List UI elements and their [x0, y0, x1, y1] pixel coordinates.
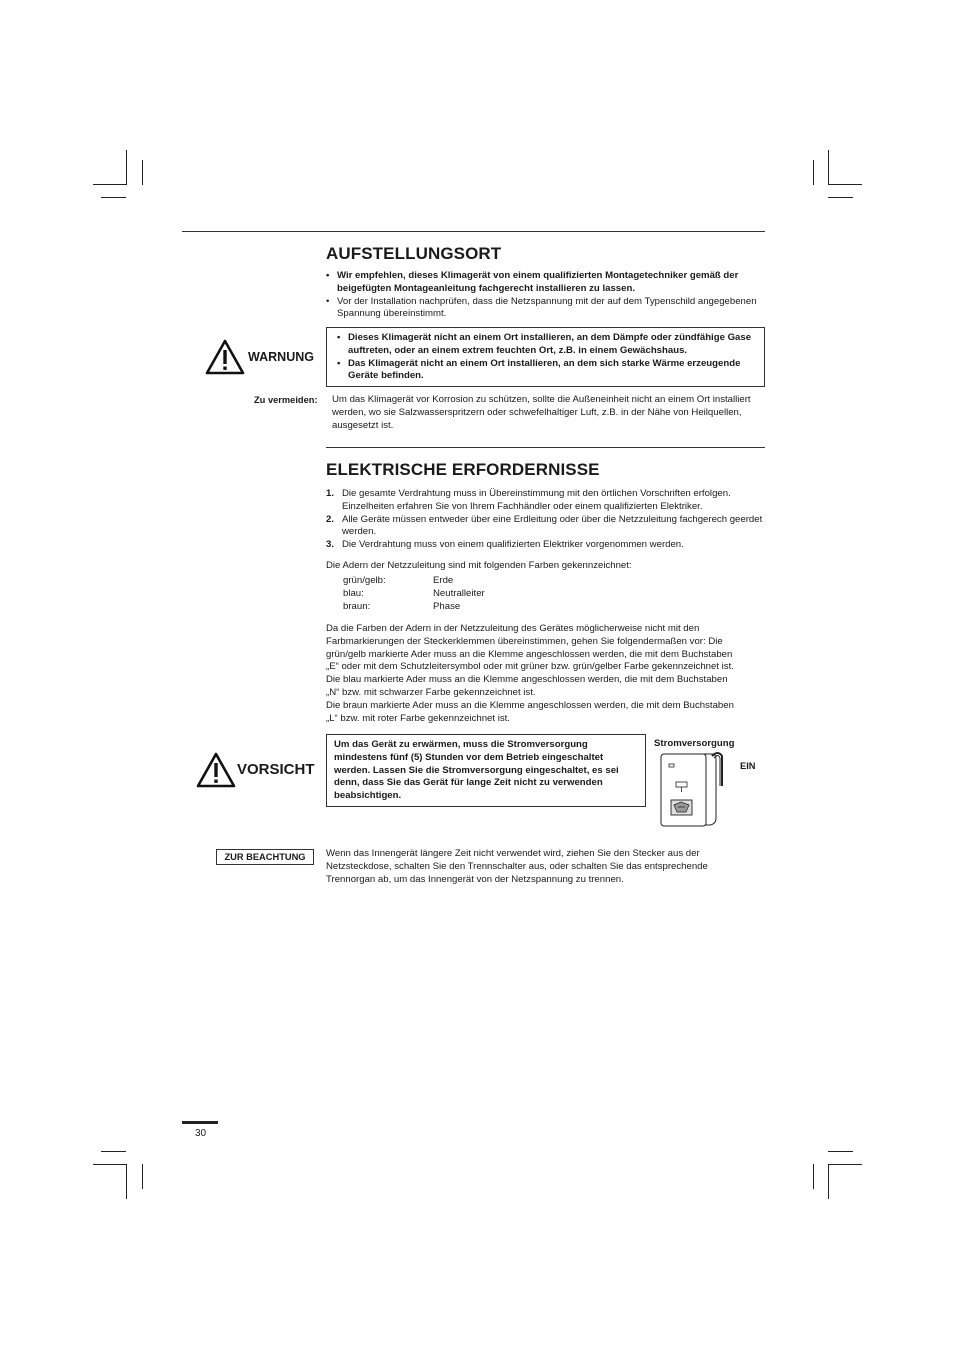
warning-label: WARNUNG [248, 350, 314, 364]
list-item [326, 539, 766, 552]
caution-triangle-icon [196, 752, 236, 788]
list-item [326, 514, 766, 540]
color-row: braun: Phase [343, 600, 461, 612]
figure-on-label: EIN [740, 761, 756, 771]
item-text: Alle Geräte müssen entweder über eine Erdleitung oder über die Netzzuleitung fachgerech geerdet werden. [342, 513, 763, 538]
color-row: grün/gelb: Erde [343, 575, 454, 586]
note-text: Wenn das Innengerät längere Zeit nicht verwendet wird, ziehen Sie den Stecker aus der Netzsteckdose, schalten Sie den Trennschalter aus, oder schalten Sie das entsprechende Trennorgan ab, um das Innengerät von der Netzspannung zu trennen. [326, 848, 708, 885]
figure-title: Stromversorgung [654, 738, 735, 749]
list-item: • Dieses Klimagerät nicht an einem Ort installieren, an dem Dämpfe oder zündfähige Gase auftreten, oder an einem extrem feuchten Ort, z.B. in einem Gewächshaus. [337, 332, 756, 358]
note-label: ZUR BEACHTUNG [224, 852, 306, 862]
list-item: • Das Klimagerät nicht an einem Ort installieren, an dem sich starke Wärme erzeugende Geräte befinden. [337, 358, 756, 384]
item-number: 1. [326, 488, 335, 499]
list-item: • Vor der Installation nachprüfen, dass die Netzspannung mit der auf dem Typenschild angegebenen Spannung übereinstimmt. [326, 296, 766, 322]
warning-sign [205, 339, 245, 375]
list-item: • Wir empfehlen, dieses Klimagerät von einem qualifizierten Montagetechniker gemäß der beigefügten Montageanleitung fachgerecht installieren zu lassen. [326, 270, 766, 296]
color-row: blau: Neutralleiter [343, 587, 485, 599]
power-switch-icon [656, 750, 736, 830]
power-switch-figure [656, 750, 736, 830]
section-title-elektrische-erfordernisse: ELEKTRISCHE ERFORDERNISSE [326, 460, 600, 479]
item-text: Die gesamte Verdrahtung muss in Übereinstimmung mit den örtlichen Vorschriften erfolgen. Einzelheiten erfahren Sie von Ihrem Fachhändler oder einem qualifizierten Elektriker. [342, 488, 731, 512]
colors-intro: Die Adern der Netzzuleitung sind mit folgenden Farben gekennzeichnet: [326, 560, 632, 571]
item-number: 2. [326, 513, 335, 525]
section-rule [326, 447, 765, 448]
requirements-list [326, 488, 766, 552]
color-table [343, 575, 643, 613]
warning-triangle-icon [205, 339, 245, 375]
item-text: Die Verdrahtung muss von einem qualifizierten Elektriker vorgenommen werden. [342, 539, 684, 551]
wiring-instructions: Da die Farben der Adern in der Netzzuleitung des Gerätes möglicherweise nicht mit den Farbmarkierungen der Steckerklemmen übereinstimmen, gehen Sie folgendermaßen vor: Die grün/gelb markierte Ader muss an die Klemme angeschlossen werden, die mit dem Buchstaben „E“ oder mit dem Schutzleitersymbol oder mit grüner bzw. grün/gelber Farbe gekennzeichnet ist. Die blau markierte Ader muss an die Klemme angeschlossen werden, die mit dem Buchstaben „N“ bzw. mit schwarzer Farbe gekennzeichnet ist. Die braun markierte Ader muss an die Klemme angeschlossen werden, die mit dem Buchstaben „L“ bzw. mit roter Farbe gekennzeichnet ist. [326, 623, 734, 724]
warning-box [326, 327, 765, 387]
avoid-text: Um das Klimagerät vor Korrosion zu schützen, sollte die Außeneinheit nicht an einem Ort installiert werden, wo sie Salzwasserspritzern oder schwefelhaltiger Luft, z.B. in der Nähe von Heilquellen, ausgesetzt ist. [332, 394, 751, 431]
caution-sign [196, 752, 236, 788]
section-title-aufstellungsort: AUFSTELLUNGSORT [326, 244, 502, 263]
avoid-label: Zu vermeiden: [254, 395, 318, 405]
caution-label: VORSICHT [237, 761, 315, 778]
top-rule [182, 231, 765, 232]
page-number-bar [182, 1121, 218, 1124]
intro-bullets [326, 270, 766, 321]
page-number: 30 [195, 1128, 207, 1139]
item-number: 3. [326, 539, 335, 551]
list-item [326, 488, 766, 514]
note-label-box [216, 849, 314, 865]
caution-box: Um das Gerät zu erwärmen, muss die Stromversorgung mindestens fünf (5) Stunden vor dem Betrieb eingeschaltet werden. Lassen Sie die Stromversorgung eingeschaltet, es sei denn, dass Sie das Gerät für lange Zeit nicht zu verwenden beabsichtigen. [326, 734, 646, 807]
